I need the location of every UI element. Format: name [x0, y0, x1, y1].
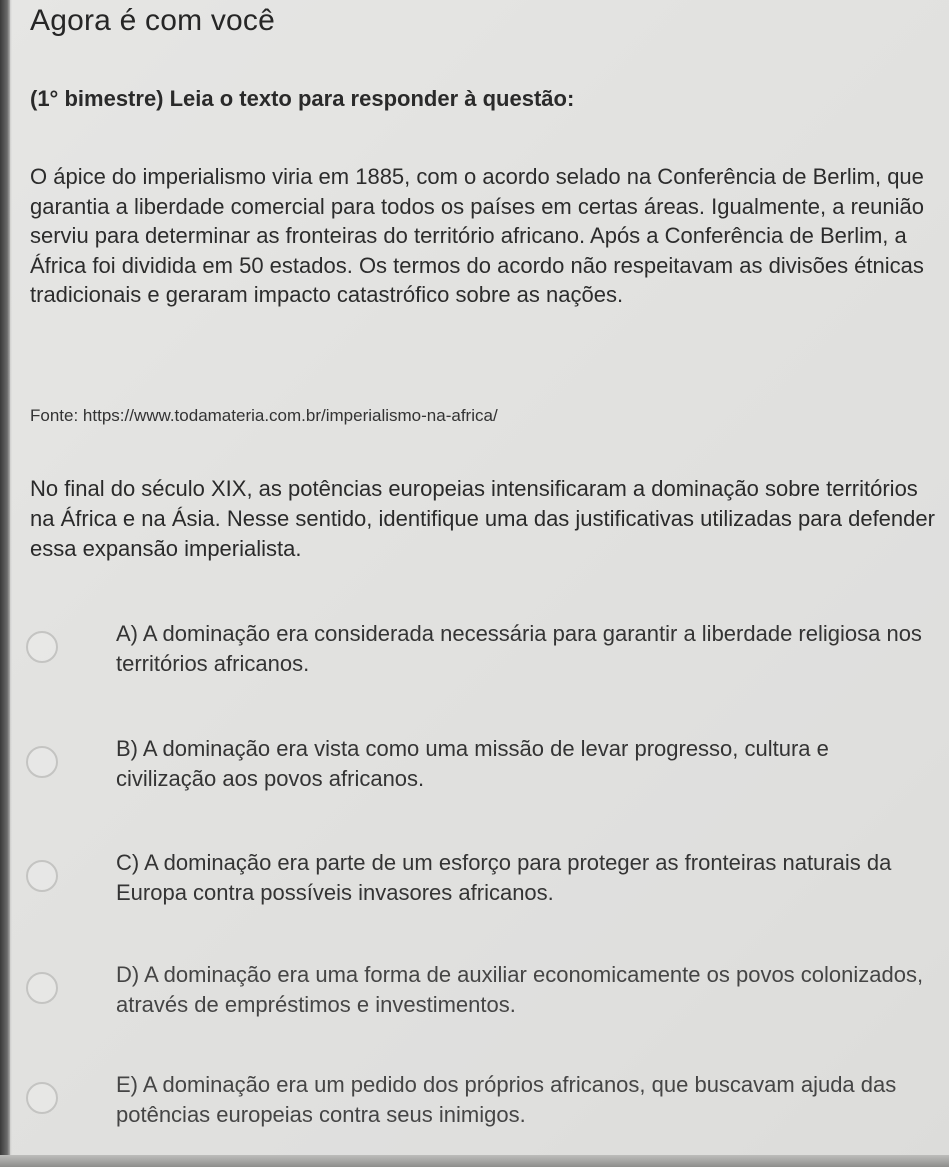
question-instruction: (1° bimestre) Leia o texto para responder à questão:: [30, 86, 575, 111]
radio-button-icon[interactable]: [26, 1082, 58, 1114]
option-c[interactable]: [20, 848, 940, 928]
radio-button-icon[interactable]: [26, 631, 58, 663]
option-a[interactable]: [20, 619, 940, 699]
option-label: A) A dominação era considerada necessária para garantir a liberdade religiosa nos territórios africanos.: [116, 621, 922, 676]
option-label: C) A dominação era parte de um esforço para proteger as fronteiras naturais da Europa contra possíveis invasores africanos.: [116, 850, 892, 905]
passage-source: Fonte: https://www.todamateria.com.br/imperialismo-na-africa/: [30, 406, 498, 425]
question-prompt: No final do século XIX, as potências europeias intensificaram a dominação sobre territórios na África e na Ásia. Nesse sentido, identifique uma das justificativas utilizadas para defender essa expansão imperialista.: [30, 476, 935, 561]
reading-passage: O ápice do imperialismo viria em 1885, com o acordo selado na Conferência de Berlim, que garantia a liberdade comercial para todos os países em certas áreas. Igualmente, a reunião serviu para determinar as fronteiras do território africano. Após a Conferência de Berlim, a África foi dividida em 50 estados. Os termos do acordo não respeitavam as divisões étnicas tradicionais e geraram impacto catastrófico sobre as nações.: [30, 164, 924, 307]
page-title: Agora é com você: [30, 4, 275, 37]
radio-button-icon[interactable]: [26, 746, 58, 778]
option-e[interactable]: [20, 1070, 940, 1150]
option-label: E) A dominação era um pedido dos próprios africanos, que buscavam ajuda das potências europeias contra seus inimigos.: [116, 1072, 897, 1127]
option-b[interactable]: [20, 734, 940, 814]
bottom-edge: [0, 1155, 949, 1167]
option-label: D) A dominação era uma forma de auxiliar economicamente os povos colonizados, através de empréstimos e investimentos.: [116, 962, 924, 1017]
radio-button-icon[interactable]: [26, 860, 58, 892]
radio-button-icon[interactable]: [26, 972, 58, 1004]
option-label: B) A dominação era vista como uma missão de levar progresso, cultura e civilização aos povos africanos.: [116, 736, 829, 791]
option-d[interactable]: [20, 960, 940, 1040]
